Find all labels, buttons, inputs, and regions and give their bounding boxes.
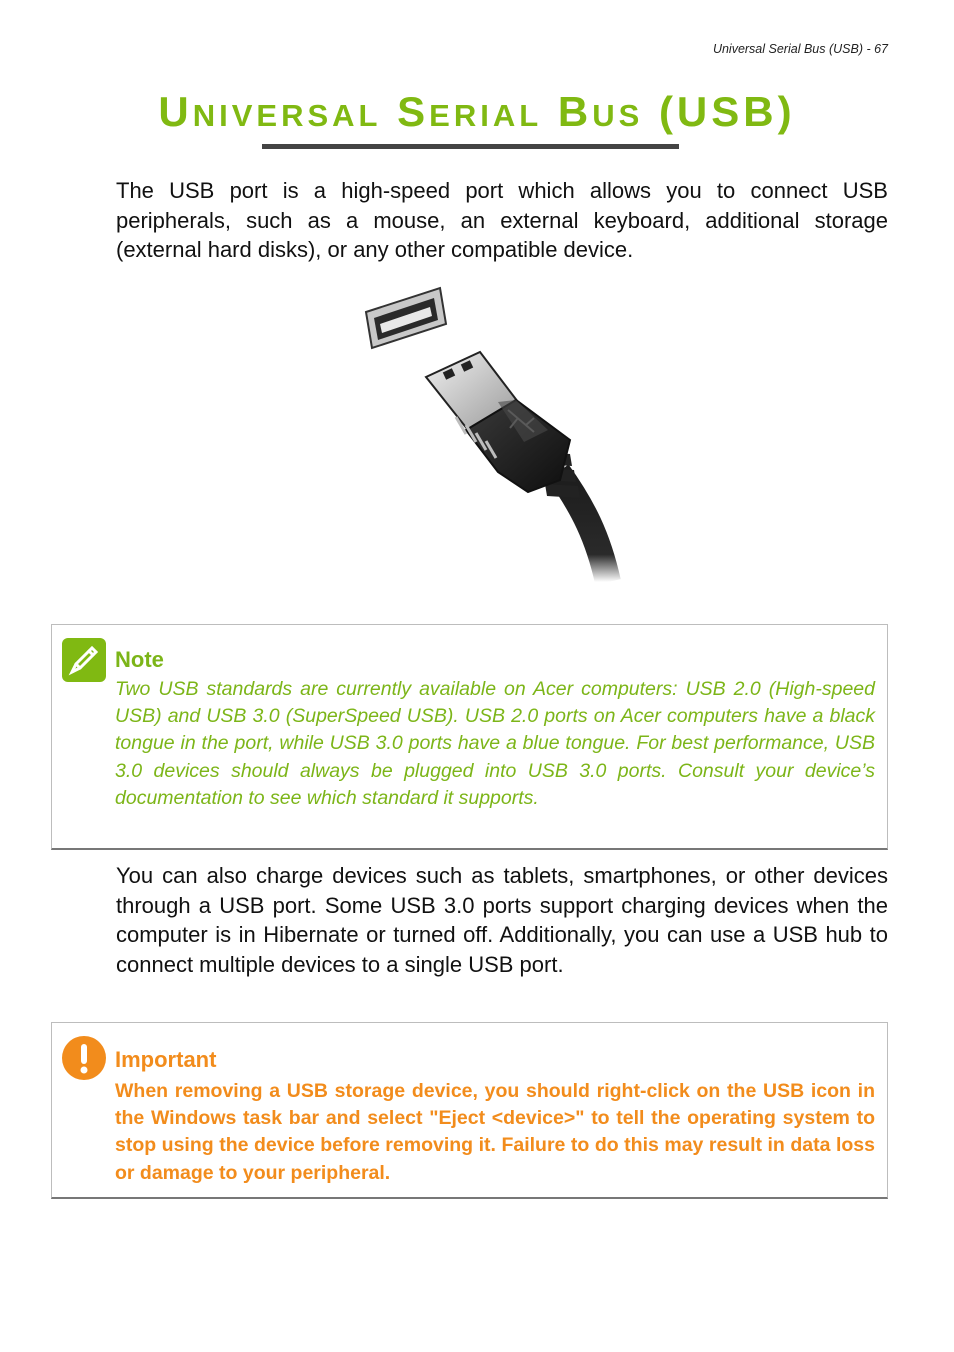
running-header: Universal Serial Bus (USB) - 67	[712, 42, 888, 56]
title-initial: S	[397, 88, 430, 135]
title-initial: U	[158, 88, 193, 135]
note-title: Note	[115, 647, 164, 672]
page-title	[0, 84, 954, 144]
title-underline	[262, 144, 679, 149]
usb-port-icon	[366, 288, 446, 348]
title-smallcaps: NIVERSAL	[192, 98, 382, 133]
intro-paragraph: The USB port is a high-speed port which allows you to connect USB peripherals, such as a mouse, an external keyboard, additional storage (external hard disks), or any other compatible device.	[116, 178, 888, 263]
important-title: Important	[115, 1047, 217, 1072]
title-initial: B	[557, 88, 593, 135]
title-abbreviation: (USB)	[658, 88, 796, 135]
usb-cable-illustration	[358, 282, 648, 602]
title-smallcaps: US	[592, 98, 644, 133]
note-body: Two USB standards are currently available on Acer computers: USB 2.0 (High-speed USB) and USB 3.0 (SuperSpeed USB). USB 2.0 ports on Acer computers have a black tongue in the port, while USB 3.0 ports have a blue tongue. For best performance, USB 3.0 devices should always be plugged into USB 3.0 ports. Consult your device’s documentation to see which standard it supports.	[115, 678, 875, 809]
note-callout	[51, 624, 888, 850]
charging-paragraph: You can also charge devices such as tablets, smartphones, or other devices through a USB port. Some USB 3.0 ports support charging devices when the computer is in Hibernate or turned off. Additionally, you can use a USB hub to connect multiple devices to a single USB port.	[116, 863, 888, 978]
usb-plug-icon	[426, 352, 570, 492]
important-body: When removing a USB storage device, you should right-click on the USB icon in the Windows task bar and select "Eject <device>" to tell the operating system to stop using the device before removing it. Failure to do this may result in data loss or damage to your peripheral.	[115, 1080, 875, 1184]
title-smallcaps: ERIAL	[429, 98, 543, 133]
important-callout	[51, 1022, 888, 1199]
note-pencil-icon	[62, 638, 106, 682]
exclamation-icon	[62, 1036, 106, 1080]
